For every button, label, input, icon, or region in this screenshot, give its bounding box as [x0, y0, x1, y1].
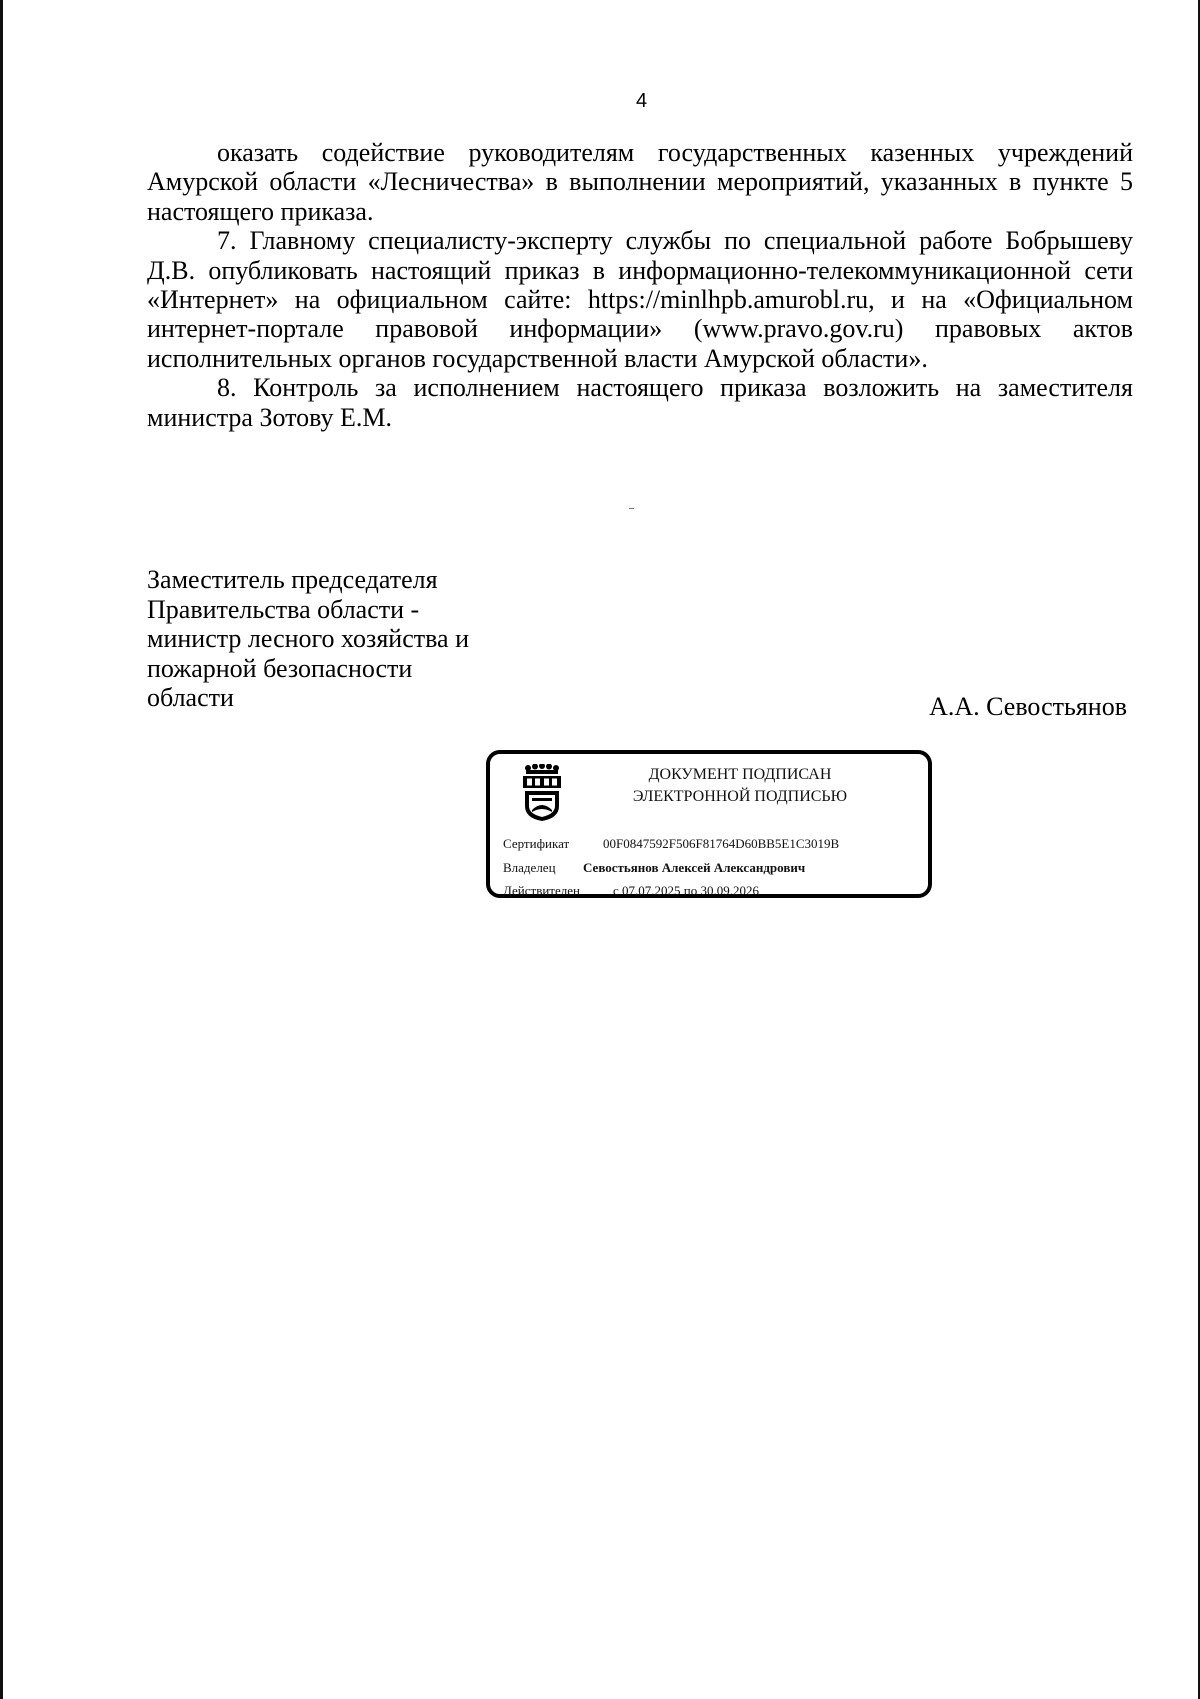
- signer-title-line: Заместитель председателя: [147, 565, 438, 594]
- page-number: 4: [635, 90, 648, 112]
- body-paragraph: 8. Контроль за исполнением настоящего приказа возложить на заместителя министра Зотову Е.М.: [147, 373, 1133, 432]
- signer-title-line: области: [147, 683, 234, 712]
- stamp-validity-row: [503, 883, 759, 899]
- signer-name: А.А. Севостьянов: [929, 692, 1127, 721]
- validity-label: Действителен: [503, 883, 580, 898]
- body-paragraph: оказать содействие руководителям государственных казенных учреждений Амурской области «Лесничества» в выполнении мероприятий, указанных в пункте 5 настоящего приказа.: [147, 138, 1133, 226]
- scan-artifact: [629, 508, 634, 509]
- validity-value: с 07.07.2025 по 30.09.2026: [613, 883, 759, 898]
- stamp-header: [590, 764, 890, 808]
- stamp-header-line: ДОКУМЕНТ ПОДПИСАН: [648, 766, 832, 783]
- signer-title-line: Правительства области -: [147, 594, 420, 624]
- body-paragraph: 7. Главному специалисту-эксперту службы по специальной работе Бобрышеву Д.В. опубликовать настоящий приказ в информационно-телекоммуникационной сети «Интернет» на официальном сайте: https://minlhpb.amurobl.ru, и на «Официальном интернет-портале правовой информации» (www.pravo.gov.ru) правовых актов исполнительных органов государственной власти Амурской области».: [147, 226, 1133, 373]
- certificate-value: 00F0847592F506F81764D60BB5E1C3019B: [603, 836, 840, 851]
- stamp-header-line: ЭЛЕКТРОННОЙ ПОДПИСЬЮ: [632, 788, 848, 805]
- signer-title-line: пожарной безопасности: [147, 653, 413, 683]
- coat-of-arms-icon: [520, 764, 564, 822]
- scan-edge-left: [0, 0, 3, 1699]
- certificate-label: Сертификат: [503, 836, 570, 851]
- electronic-signature-stamp: [486, 750, 932, 898]
- stamp-owner-row: [503, 860, 805, 876]
- signer-title: [147, 565, 469, 713]
- owner-value: Севостьянов Алексей Александрович: [583, 860, 806, 875]
- signer-title-line: министр лесного хозяйства и: [147, 624, 469, 653]
- stamp-certificate-row: [503, 836, 839, 852]
- document-body: [147, 138, 1133, 432]
- owner-label: Владелец: [503, 860, 556, 875]
